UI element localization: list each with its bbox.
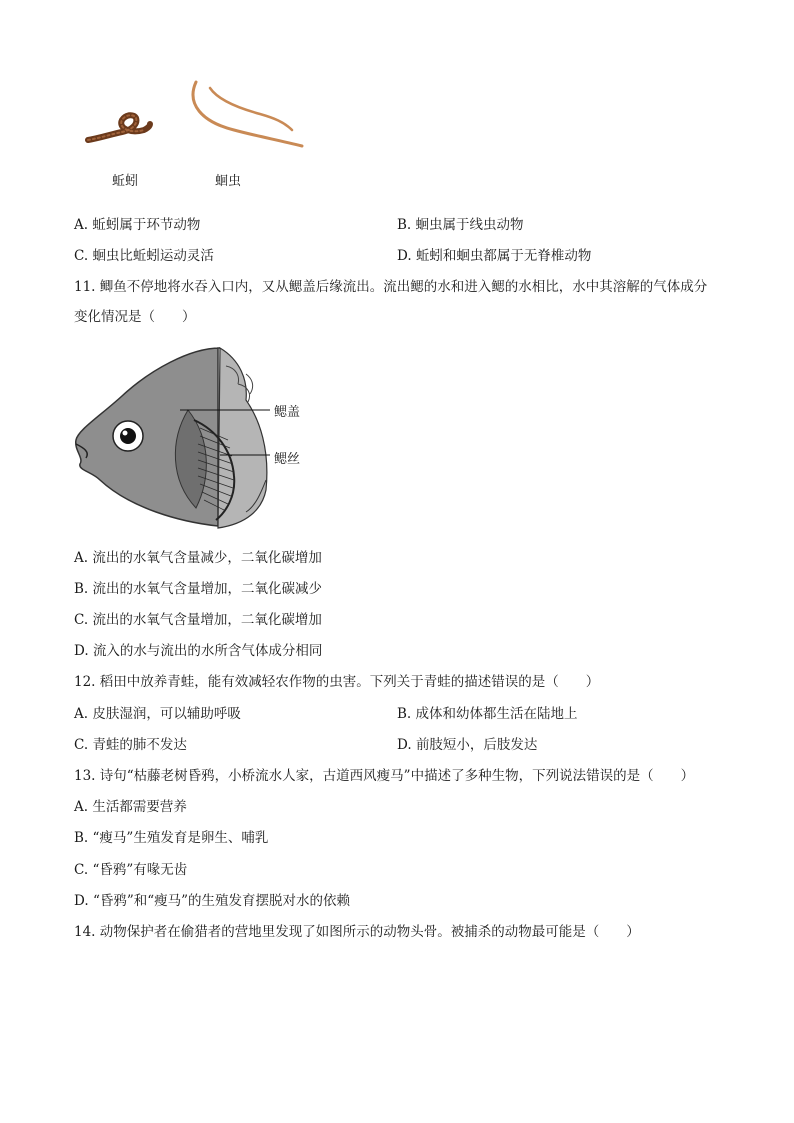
q11-stem-line1: 11. 鲫鱼不停地将水吞入口内，又从鳃盖后缘流出。流出鳃的水和进入鳃的水相比，水中其溶解的气体成分 xyxy=(74,279,708,295)
q10-option-a: A. 蚯蚓属于环节动物 xyxy=(74,217,201,233)
q12-option-c: C. 青蛙的肺不发达 xyxy=(74,737,187,753)
q12-option-a: A. 皮肤湿润，可以辅助呼吸 xyxy=(74,706,241,722)
q13-stem: 13. 诗句“枯藤老树昏鸦，小桥流水人家，古道西风瘦马”中描述了多种生物，下列说法错误的是（ ） xyxy=(74,768,695,784)
q13-option-d: D. “昏鸦”和“瘦马”的生殖发育摆脱对水的依赖 xyxy=(74,893,351,909)
q14-stem: 14. 动物保护者在偷猎者的营地里发现了如图所示的动物头骨。被捕杀的动物最可能是（ ） xyxy=(74,924,640,940)
q12-option-b: B. 成体和幼体都生活在陆地上 xyxy=(397,706,578,722)
q10-option-d: D. 蚯蚓和蛔虫都属于无脊椎动物 xyxy=(397,248,592,264)
gill-filament-label: 鳃丝 xyxy=(274,452,301,467)
q13-option-c: C. “昏鸦”有喙无齿 xyxy=(74,862,188,878)
q12-option-d: D. 前肢短小，后肢发达 xyxy=(397,737,538,753)
fish-gill-figure xyxy=(70,340,320,530)
q13-option-b: B. “瘦马”生殖发育是卵生、哺乳 xyxy=(74,830,269,846)
worm-figure xyxy=(78,78,318,158)
roundworm-illustration xyxy=(193,82,302,146)
q13-option-a: A. 生活都需要营养 xyxy=(74,799,187,815)
gill-cover-label: 鳃盖 xyxy=(274,405,301,420)
earthworm-caption: 蚯蚓 xyxy=(112,174,139,189)
q11-option-a: A. 流出的水氧气含量减少，二氧化碳增加 xyxy=(74,550,322,566)
q11-option-d: D. 流入的水与流出的水所含气体成分相同 xyxy=(74,643,323,659)
q10-option-c: C. 蛔虫比蚯蚓运动灵活 xyxy=(74,248,214,264)
q11-option-c: C. 流出的水氧气含量增加，二氧化碳增加 xyxy=(74,612,322,628)
q12-stem: 12. 稻田中放养青蛙，能有效减轻农作物的虫害。下列关于青蛙的描述错误的是（ ） xyxy=(74,674,600,690)
roundworm-caption: 蛔虫 xyxy=(215,174,242,189)
q10-option-b: B. 蛔虫属于线虫动物 xyxy=(397,217,524,233)
q11-stem-line2: 变化情况是（ ） xyxy=(74,309,196,325)
earthworm-illustration xyxy=(88,115,150,140)
q11-option-b: B. 流出的水氧气含量增加，二氧化碳减少 xyxy=(74,581,323,597)
fish-head-illustration xyxy=(76,348,267,528)
